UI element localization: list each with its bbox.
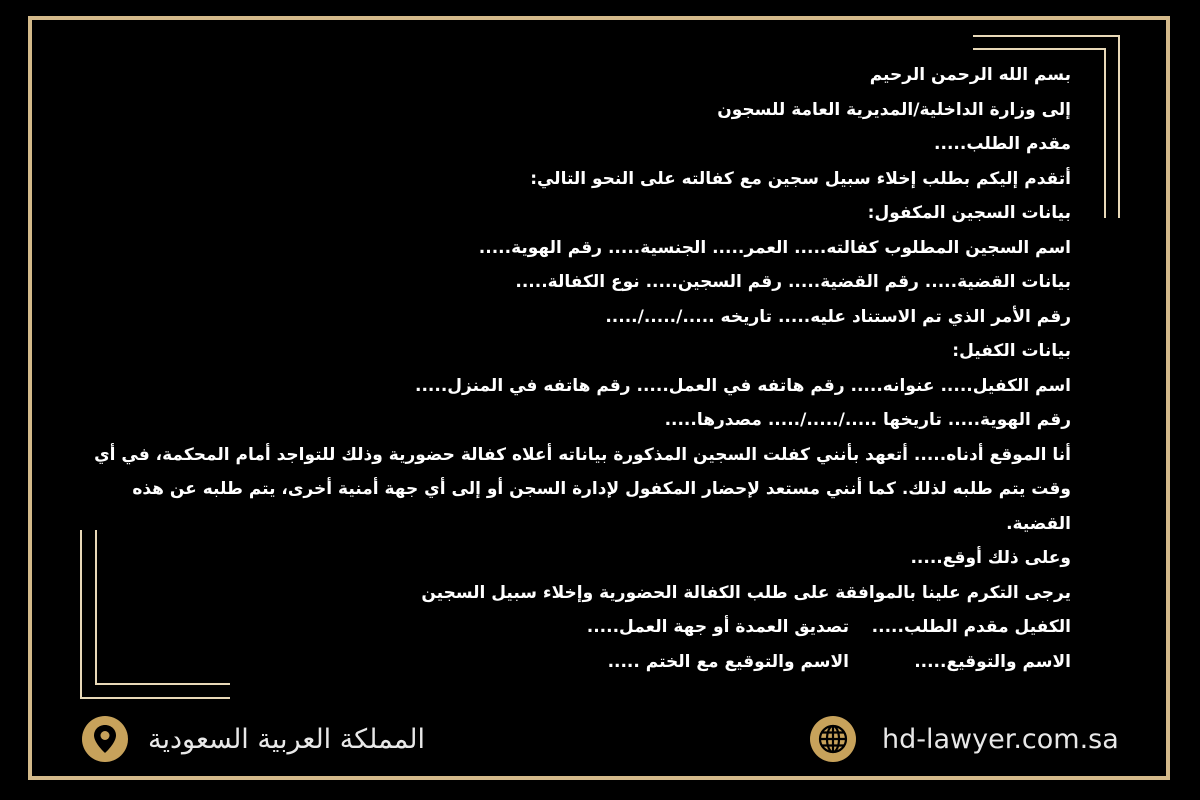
closing-line: وعلى ذلك أوقع.....: [910, 548, 1071, 568]
prisoner-details-line: اسم السجين المطلوب كفالته..... العمر..... الجنسية..... رقم الهوية.....: [478, 237, 1071, 258]
corner-line-top-right-v2: [1104, 48, 1106, 218]
location-text: المملكة العربية السعودية: [148, 723, 426, 755]
guarantor-signature-label: الكفيل مقدم الطلب.....: [871, 617, 1071, 637]
map-pin-icon: [82, 716, 128, 762]
globe-icon: [810, 716, 856, 762]
basmala-line: بسم الله الرحمن الرحيم: [869, 65, 1071, 85]
website-link[interactable]: hd-lawyer.com.sa: [882, 723, 1119, 755]
case-details-line: بيانات القضية..... رقم القضية..... رقم السجين..... نوع الكفالة.....: [515, 272, 1071, 292]
corner-line-bottom-left-h2: [95, 683, 230, 685]
corner-line-bottom-left-h1: [80, 697, 230, 699]
guarantor-contact-line: اسم الكفيل..... عنوانه..... رقم هاتفه في العمل..... رقم هاتفه في المنزل.....: [414, 375, 1071, 396]
document-body: [71, 58, 1071, 679]
addressee-line: إلى وزارة الداخلية/المديرية العامة للسجون: [717, 99, 1071, 120]
prisoner-section-heading: بيانات السجين المكفول:: [867, 203, 1071, 223]
applicant-line: مقدم الطلب.....: [934, 134, 1071, 154]
signature-row-2: [71, 645, 1071, 680]
footer-website[interactable]: [810, 715, 1119, 763]
footer-location: [82, 715, 425, 763]
approval-request-line: يرجى التكرم علينا بالموافقة على طلب الكفالة الحضورية وإخلاء سبيل السجين: [421, 582, 1071, 603]
undertaking-paragraph: أنا الموقع أدناه..... أتعهد بأنني كفلت السجين المذكورة بياناته أعلاه كفالة حضورية وذلك للتواجد أمام المحكمة، في أي وقت يتم طلبه لذلك. كما أنني مستعد لإحضار المكفول لإدارة السجن أو إلى أي جهة أمنية أخرى، يتم طلبه عن هذه القضية.: [94, 444, 1071, 534]
name-signature-label: الاسم والتوقيع.....: [914, 651, 1071, 672]
name-signature-stamp-label: الاسم والتوقيع مع الختم .....: [607, 651, 849, 672]
corner-line-top-right-v1: [1118, 35, 1120, 218]
corner-line-top-right-h1: [973, 35, 1120, 37]
signature-row-1: [71, 610, 1071, 645]
corner-line-top-right-h2: [973, 48, 1106, 50]
guarantor-id-line: رقم الهوية..... تاريخها ...../...../..... مصدرها.....: [664, 410, 1071, 430]
request-intro-line: أتقدم إليكم بطلب إخلاء سبيل سجين مع كفالته على النحو التالي:: [530, 168, 1071, 189]
order-number-line: رقم الأمر الذي تم الاستناد عليه..... تاريخه ...../...../.....: [605, 306, 1071, 327]
guarantor-section-heading: بيانات الكفيل:: [952, 341, 1071, 361]
certification-signature-label: تصديق العمدة أو جهة العمل.....: [586, 617, 849, 637]
